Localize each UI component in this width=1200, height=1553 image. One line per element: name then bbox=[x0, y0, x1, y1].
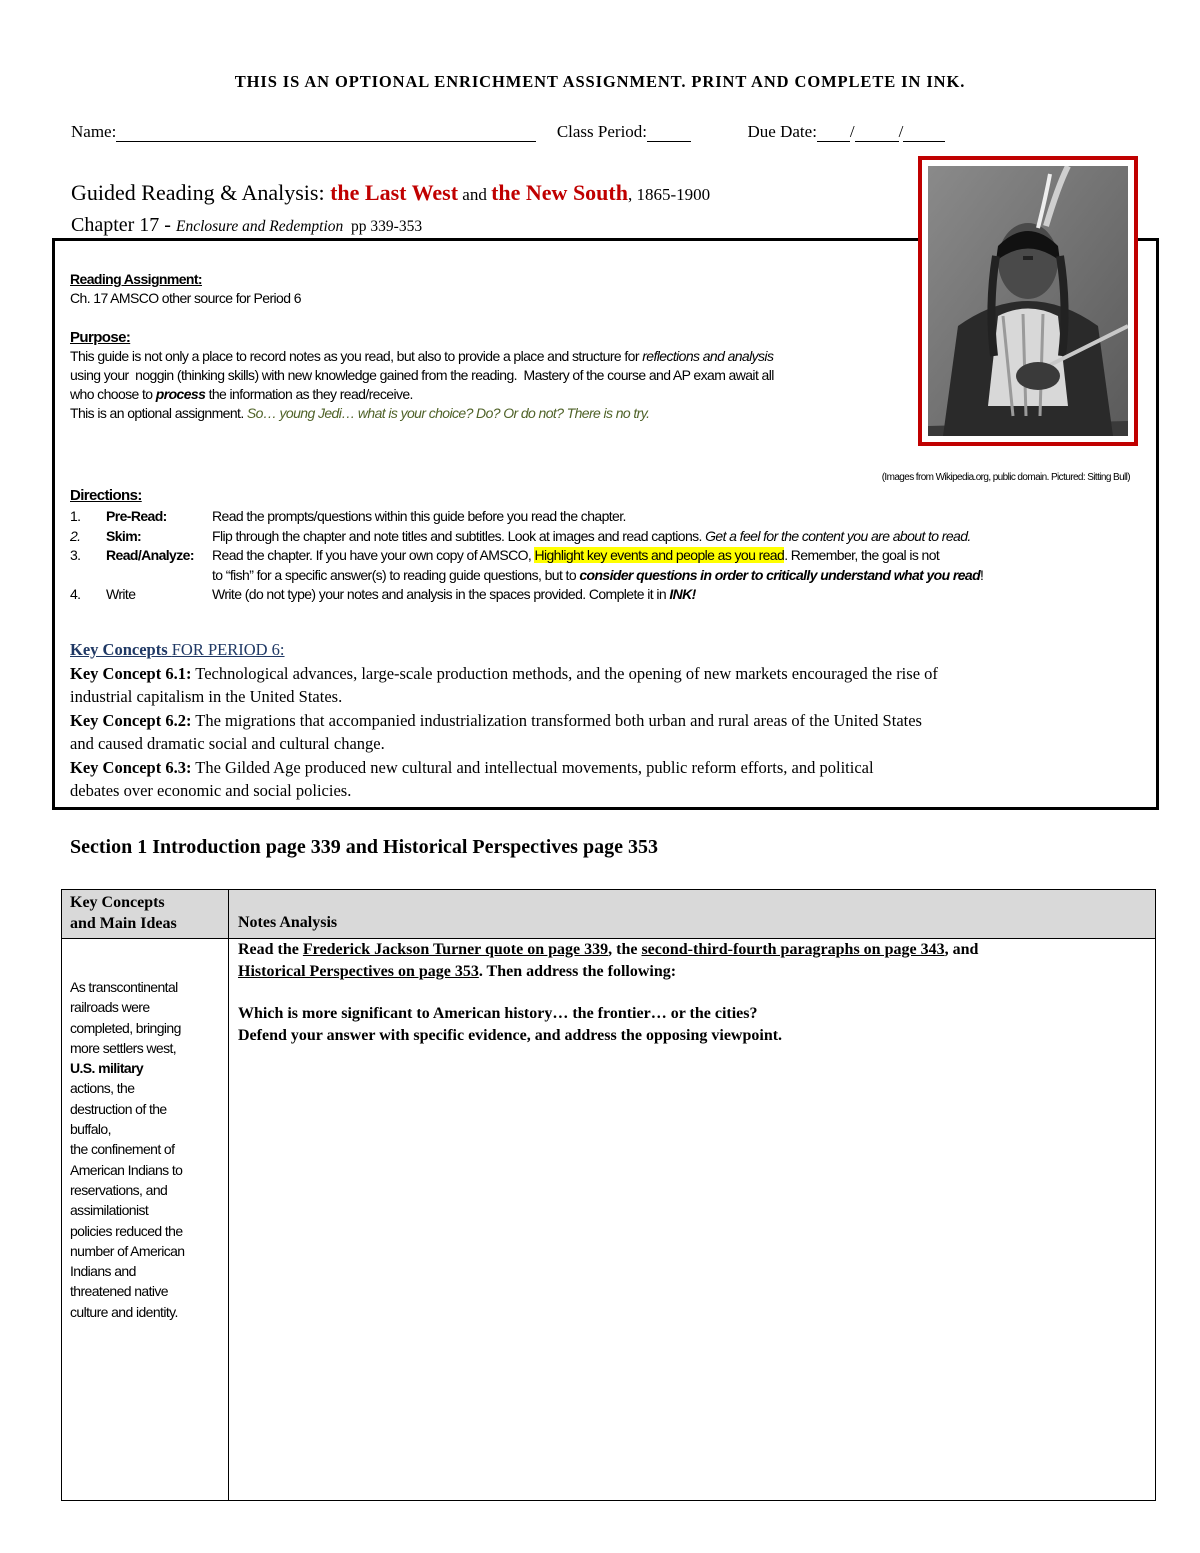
main-idea-line: U.S. military bbox=[70, 1060, 144, 1077]
purpose-emph: process bbox=[155, 386, 206, 402]
notes-table bbox=[61, 889, 1156, 1501]
prompt-text: , and bbox=[944, 941, 979, 958]
key-concepts-heading bbox=[70, 638, 1140, 662]
prompt-ref: second-third-fourth paragraphs on page 343 bbox=[641, 941, 945, 958]
prompt-ref: Historical Perspectives on page 353 bbox=[238, 963, 479, 980]
direction-num: 4. bbox=[70, 586, 81, 602]
sitting-bull-photo bbox=[918, 156, 1138, 446]
direction-text-part: ! bbox=[980, 566, 984, 583]
prompt-question: Defend your answer with specific evidence, and address the opposing viewpoint. bbox=[238, 1027, 783, 1044]
chapter-subtitle: Enclosure and Redemption bbox=[175, 218, 344, 235]
key-concept-6-1 bbox=[70, 662, 1140, 686]
direction-text-part: Flip through the chapter and note titles and subtitles. Look at images and read captions. bbox=[212, 527, 706, 544]
kc-text: industrial capitalism in the United States. bbox=[70, 687, 343, 706]
direction-label: Read/Analyze: bbox=[106, 547, 194, 563]
direction-label: Pre-Read: bbox=[106, 508, 167, 524]
direction-item bbox=[70, 507, 1140, 527]
main-idea-line: threatened native bbox=[70, 1283, 168, 1300]
purpose-line-1 bbox=[70, 347, 910, 366]
guide-title bbox=[71, 180, 710, 206]
direction-label: Write bbox=[106, 586, 136, 602]
table-header-row bbox=[62, 890, 1156, 939]
key-concept-6-3 bbox=[70, 756, 1140, 780]
title-new-south: the New South bbox=[491, 180, 628, 205]
key-concept-6-2 bbox=[70, 709, 1140, 733]
prompt-question: Which is more significant to American history… the frontier… or the cities? bbox=[238, 1005, 758, 1022]
chapter-label: Chapter 17 - bbox=[71, 214, 176, 236]
direction-text-part: Write (do not type) your notes and analysis in the spaces provided. Complete it in bbox=[212, 586, 670, 602]
assignment-banner: THIS IS AN OPTIONAL ENRICHMENT ASSIGNMENT. PRINT AND COMPLETE IN INK. bbox=[234, 72, 966, 91]
main-idea-line: railroads were bbox=[70, 999, 150, 1016]
directions-section bbox=[70, 486, 1140, 605]
main-idea-line: number of American bbox=[70, 1242, 185, 1259]
main-idea-line: the confinement of bbox=[70, 1141, 175, 1158]
direction-item bbox=[70, 585, 1140, 605]
main-idea-line: culture and identity. bbox=[70, 1303, 178, 1320]
section-heading: Section 1 Introduction page 339 and Historical Perspectives page 353 bbox=[70, 836, 658, 858]
direction-num: 1. bbox=[70, 508, 81, 524]
name-label: Name: bbox=[71, 122, 117, 141]
direction-text bbox=[212, 546, 939, 565]
purpose-text: This guide is not only a place to record notes as you read, but also to provide a place and structure for bbox=[70, 348, 643, 364]
reading-text: Ch. 17 AMSCO other source for Period 6 bbox=[70, 290, 301, 306]
direction-item bbox=[70, 527, 1140, 547]
kc-text: The Gilded Age produced new cultural and intellectual movements, public reform efforts, and political bbox=[191, 757, 874, 777]
main-idea-line: reservations, and bbox=[70, 1181, 168, 1198]
kc-heading-b: FOR PERIOD 6: bbox=[171, 640, 285, 659]
due-date-label: Due Date: bbox=[747, 122, 817, 141]
direction-text bbox=[212, 566, 983, 585]
highlighted-text: Highlight key events and people as you read bbox=[534, 547, 785, 563]
purpose-section bbox=[70, 328, 910, 423]
direction-text-part: Read the chapter. If you have your own copy of AMSCO, bbox=[212, 547, 535, 563]
table-row bbox=[62, 939, 1156, 1501]
direction-num: 3. bbox=[70, 547, 81, 563]
direction-text-part: . Remember, the goal is not bbox=[784, 547, 940, 563]
chapter-pages: pp 339-353 bbox=[343, 218, 423, 235]
main-idea-line: completed, bringing bbox=[70, 1019, 181, 1036]
col-header-line: Key Concepts bbox=[70, 894, 165, 911]
kc-label: Key Concept 6.3: bbox=[70, 757, 192, 777]
col-header-notes: Notes Analysis bbox=[229, 890, 1156, 939]
prompt-text: . Then address the following: bbox=[478, 963, 677, 980]
title-last-west: the Last West bbox=[330, 180, 459, 205]
direction-item bbox=[70, 546, 1140, 566]
main-idea-cell bbox=[62, 939, 229, 1501]
chapter-title bbox=[71, 214, 422, 237]
name-blank[interactable] bbox=[116, 123, 536, 142]
portrait-image bbox=[928, 166, 1128, 436]
purpose-heading: Purpose: bbox=[70, 329, 131, 346]
purpose-text: who choose to bbox=[70, 386, 156, 402]
date-sep: / bbox=[849, 122, 855, 141]
direction-num: 2. bbox=[70, 527, 81, 544]
due-year-blank[interactable] bbox=[903, 123, 945, 142]
purpose-text: using your noggin (thinking skills) with new knowledge gained from the reading. bbox=[70, 367, 524, 383]
direction-text-emph: consider questions in order to critically understand what you read bbox=[579, 566, 981, 583]
main-idea-line: assimilationist bbox=[70, 1202, 149, 1219]
col-header-key-concepts bbox=[62, 890, 229, 939]
main-idea-line: As transcontinental bbox=[70, 979, 178, 995]
reading-heading: Reading Assignment: bbox=[70, 271, 202, 287]
prompt-text: Read the bbox=[238, 941, 303, 958]
kc-text: and caused dramatic social and cultural change. bbox=[70, 734, 385, 753]
reading-assignment bbox=[70, 270, 910, 308]
main-idea-line: American Indians to bbox=[70, 1161, 183, 1178]
main-idea-line: actions, the bbox=[70, 1080, 135, 1097]
date-sep: / bbox=[898, 122, 904, 141]
kc-text: Technological advances, large-scale production methods, and the opening of new markets encouraged the rise of bbox=[191, 663, 938, 683]
main-idea-line: policies reduced the bbox=[70, 1222, 183, 1239]
main-idea-line: Indians and bbox=[70, 1263, 136, 1280]
kc-label: Key Concept 6.2: bbox=[70, 710, 192, 730]
direction-text bbox=[212, 527, 971, 546]
due-month-blank[interactable] bbox=[817, 123, 850, 142]
image-credit: (Images from Wikipedia.org, public domain. Pictured: Sitting Bull) bbox=[881, 472, 1130, 483]
purpose-text: This is an optional assignment. bbox=[70, 405, 247, 421]
col-header-line: and Main Ideas bbox=[70, 915, 177, 932]
main-idea-line: destruction of the bbox=[70, 1100, 167, 1117]
direction-item-continued bbox=[70, 566, 1140, 586]
purpose-line-2 bbox=[70, 366, 910, 385]
direction-text-italic: Get a feel for the content you are about to read. bbox=[705, 527, 971, 544]
purpose-text: the information as they read/receive. bbox=[205, 386, 413, 402]
due-day-blank[interactable] bbox=[855, 123, 899, 142]
class-period-blank[interactable] bbox=[647, 123, 691, 142]
directions-heading: Directions: bbox=[70, 487, 142, 504]
purpose-line-4 bbox=[70, 404, 910, 423]
notes-analysis-cell[interactable] bbox=[229, 939, 1156, 1501]
main-idea-line: buffalo, bbox=[70, 1121, 111, 1138]
key-concepts-section bbox=[70, 638, 1140, 803]
prompt-line-2 bbox=[238, 961, 1147, 983]
title-prefix: Guided Reading & Analysis: bbox=[71, 180, 331, 205]
direction-text-part: to “fish” for a specific answer(s) to reading guide questions, but to bbox=[212, 566, 580, 583]
purpose-emph: reflections and analysis bbox=[642, 348, 774, 364]
direction-text bbox=[212, 585, 696, 604]
title-years: , 1865-1900 bbox=[627, 185, 711, 204]
purpose-line-3 bbox=[70, 385, 910, 404]
kc-heading-a: Key Concepts bbox=[70, 640, 172, 659]
prompt-line-1 bbox=[238, 939, 1147, 961]
main-idea-line: more settlers west, bbox=[70, 1039, 177, 1056]
direction-label: Skim: bbox=[106, 527, 142, 544]
direction-text: Read the prompts/questions within this guide before you read the chapter. bbox=[212, 508, 626, 524]
prompt-ref: Frederick Jackson Turner quote on page 339 bbox=[302, 941, 609, 958]
kc-text: The migrations that accompanied industrialization transformed both urban and rural areas of the United States bbox=[191, 710, 922, 730]
kc-text: debates over economic and social policies. bbox=[70, 781, 352, 800]
jedi-quote: So… young Jedi… what is your choice? Do? Or do not? There is no try. bbox=[246, 405, 650, 421]
prompt-text: , the bbox=[608, 941, 642, 958]
title-and: and bbox=[458, 185, 492, 204]
kc-label: Key Concept 6.1: bbox=[70, 663, 192, 683]
purpose-text: Mastery of the course and AP exam await all bbox=[523, 367, 774, 383]
class-period-label: Class Period: bbox=[556, 122, 648, 141]
header-fields bbox=[71, 122, 1171, 142]
direction-text-emph: INK! bbox=[669, 586, 696, 602]
